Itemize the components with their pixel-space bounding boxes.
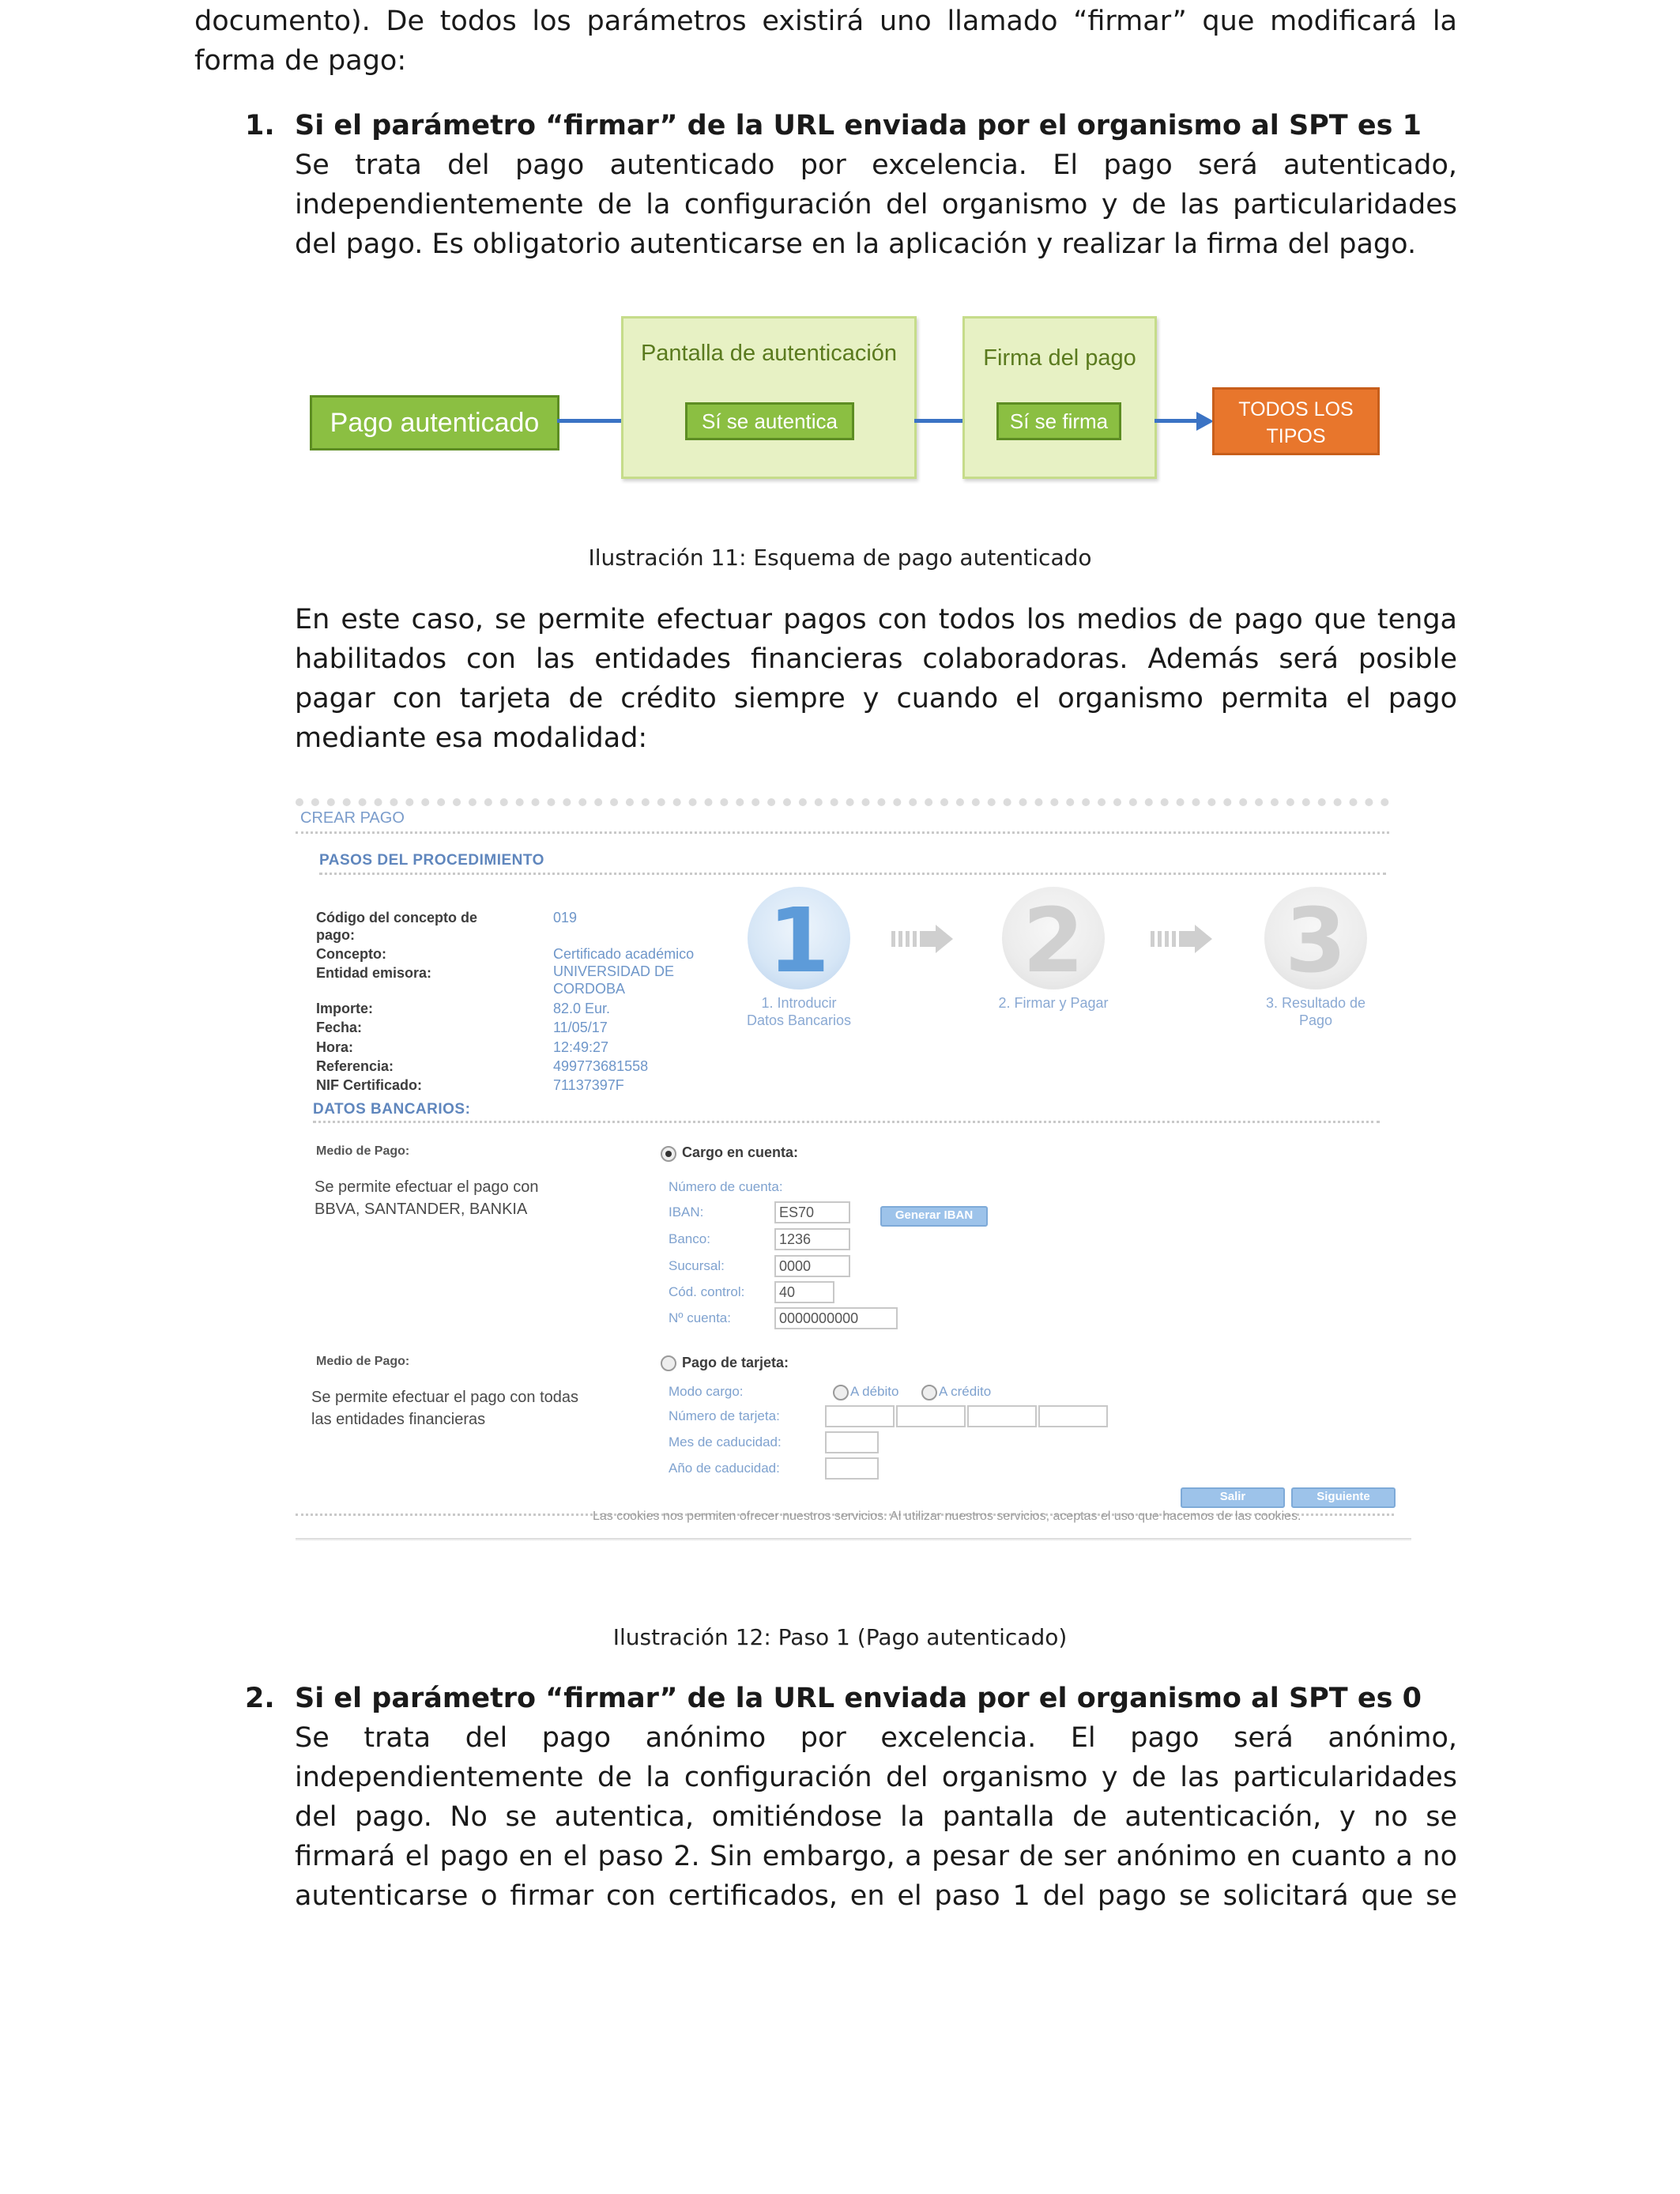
autenticacion-panel	[621, 316, 917, 479]
todos-line-1: TODOS LOS TIPOS	[1238, 398, 1354, 447]
crear-pago-screenshot	[296, 798, 1424, 1545]
field-value-6: 11/05/17	[553, 1020, 608, 1035]
field-value-8: 499773681558	[553, 1058, 649, 1074]
firma-panel	[962, 316, 1157, 479]
step-1-circle	[748, 887, 850, 993]
intro-paragraph	[194, 2, 1457, 81]
intro-line-1: documento). De todos los parámetros existirá uno llamado “firmar” que modificará la	[194, 6, 1457, 37]
step-3-label	[1237, 994, 1395, 1029]
section2-paragraph	[295, 1718, 1457, 1916]
section1-paragraph	[295, 145, 1457, 264]
field-value-9: 71137397F	[553, 1077, 624, 1093]
modo-cargo-label: Modo cargo:	[669, 1384, 744, 1399]
anio-caducidad-input[interactable]	[825, 1457, 879, 1480]
todos-line-2: DE PAGO	[1251, 452, 1341, 474]
step-3-number: 3	[1285, 890, 1347, 993]
field-label-1: pago:	[316, 927, 355, 943]
numero-tarjeta-label: Número de tarjeta:	[669, 1408, 780, 1423]
crear-pago-title: CREAR PAGO	[300, 809, 405, 827]
step-3-label-line-2: Pago	[1298, 1012, 1333, 1028]
case-line-4: mediante esa modalidad:	[295, 722, 648, 754]
permite-line-2a: Se permite efectuar el pago con todas	[311, 1389, 578, 1406]
tarjeta-input-3[interactable]	[967, 1405, 1037, 1427]
divider-1	[296, 831, 1389, 834]
section2-line-1: Se trata del pago anónimo por excelencia. El pago será anónimo,	[295, 1722, 1457, 1754]
section2-line-2: independientemente de la configuración del organismo y de las particularidades	[295, 1762, 1457, 1793]
section1-heading: Si el parámetro “firmar” de la URL enviada por el organismo al SPT es 1	[295, 110, 1422, 141]
numero-cuenta-label: Número de cuenta:	[669, 1179, 783, 1194]
field-label-9: NIF Certificado:	[316, 1077, 423, 1093]
section2-heading: Si el parámetro “firmar” de la URL enviada por el organismo al SPT es 0	[295, 1683, 1422, 1714]
divider-2	[319, 873, 1386, 875]
step-2-label-line-1: 2. Firmar y Pagar	[998, 995, 1109, 1011]
cookies-notice: Las cookies nos permiten ofrecer nuestros servicios. Al utilizar nuestros servicios, aceptas el uso que hacemos de las cookies.	[593, 1510, 1301, 1523]
mes-caducidad-label: Mes de caducidad:	[669, 1434, 782, 1449]
field-label-6: Fecha:	[316, 1020, 363, 1035]
pago-autenticado-box: Pago autenticado	[310, 395, 559, 450]
field-value-5: 82.0 Eur.	[553, 1001, 611, 1016]
section1-line-1: Se trata del pago autenticado por excelencia. El pago será autenticado,	[295, 149, 1457, 181]
caption-12: Ilustración 12: Paso 1 (Pago autenticado)	[612, 1624, 1068, 1650]
cargo-cuenta-radio[interactable]	[661, 1146, 676, 1162]
pago-tarjeta-radio[interactable]	[661, 1355, 676, 1371]
banco-label: Banco:	[669, 1231, 710, 1246]
siguiente-button[interactable]: Siguiente	[1291, 1487, 1396, 1508]
medio-pago-label-1: Medio de Pago:	[316, 1144, 410, 1158]
tarjeta-input-1[interactable]	[825, 1405, 895, 1427]
field-value-2: Certificado académico	[553, 946, 695, 962]
step-2-number: 2	[1023, 890, 1084, 993]
medio-pago-label-2: Medio de Pago:	[316, 1355, 410, 1368]
pago-tarjeta-label: Pago de tarjeta:	[682, 1355, 789, 1370]
section1-line-3: del pago. Es obligatorio autenticarse en la aplicación y realizar la firma del pago.	[295, 228, 1417, 260]
datos-bancarios-heading: DATOS BANCARIOS:	[313, 1101, 471, 1118]
si-se-autentica-box: Sí se autentica	[685, 402, 854, 440]
tarjeta-input-2[interactable]	[896, 1405, 966, 1427]
case-line-3: pagar con tarjeta de crédito siempre y cuando el organismo permita el pago	[295, 683, 1457, 714]
arrow-3	[1155, 419, 1199, 423]
bottom-shadow	[296, 1538, 1411, 1541]
generar-iban-btn[interactable]: Generar IBAN	[880, 1206, 988, 1227]
permite-line-1a: Se permite efectuar el pago con	[315, 1178, 539, 1196]
step-1-label	[720, 994, 878, 1029]
step-1-number: 1	[768, 890, 830, 993]
firma-title: Firma del pago	[983, 345, 1136, 371]
tarjeta-input-4[interactable]	[1038, 1405, 1108, 1427]
field-value-0: 019	[553, 910, 578, 925]
chevron-right-icon-2	[1151, 923, 1214, 955]
section2-number: 2.	[245, 1683, 275, 1714]
arrow-3-head	[1196, 412, 1214, 431]
credito-label: A crédito	[939, 1384, 992, 1399]
step-3-label-line-1: 3. Resultado de	[1265, 995, 1366, 1011]
field-label-8: Referencia:	[316, 1058, 394, 1074]
iban-label: IBAN:	[669, 1204, 704, 1220]
mes-caducidad-input[interactable]	[825, 1431, 879, 1453]
banco-input[interactable]: 1236	[774, 1228, 850, 1250]
control-input[interactable]: 40	[774, 1281, 834, 1303]
iban-input[interactable]: ES70	[774, 1201, 850, 1223]
field-label-3: Entidad emisora:	[316, 965, 432, 981]
payment-flow-diagram	[300, 308, 1438, 490]
anio-caducidad-label: Año de caducidad:	[669, 1461, 780, 1476]
ncuenta-input[interactable]: 0000000000	[774, 1307, 898, 1329]
top-dotted-bar	[296, 798, 1389, 806]
field-label-2: Concepto:	[316, 946, 386, 962]
pasos-heading: PASOS DEL PROCEDIMIENTO	[319, 852, 544, 869]
sucursal-label: Sucursal:	[669, 1258, 725, 1273]
step-1-label-line-2: Datos Bancarios	[746, 1012, 852, 1028]
debito-radio[interactable]	[833, 1385, 849, 1400]
permite-line-2b: las entidades financieras	[311, 1411, 486, 1428]
case-paragraph	[295, 600, 1457, 758]
debito-label: A débito	[850, 1384, 899, 1399]
field-label-7: Hora:	[316, 1039, 354, 1055]
field-value-4: CORDOBA	[553, 981, 626, 997]
section2-line-4: firmará el pago en el paso 2. Sin embargo, a pesar de ser anónimo en cuanto a no	[295, 1841, 1457, 1872]
step-2-label	[974, 994, 1132, 1012]
caption-11: Ilustración 11: Esquema de pago autenticado	[588, 545, 1092, 571]
todos-los-tipos-box	[1212, 387, 1380, 474]
field-label-0: Código del concepto de	[316, 910, 478, 925]
step-2-circle	[1002, 887, 1105, 993]
section1-number: 1.	[245, 110, 275, 141]
chevron-right-icon	[891, 923, 955, 955]
autenticacion-title: Pantalla de autenticación	[640, 341, 898, 366]
ncuenta-label: Nº cuenta:	[669, 1310, 731, 1325]
case-line-1: En este caso, se permite efectuar pagos con todos los medios de pago que tenga	[295, 604, 1457, 635]
permite-line-1b: BBVA, SANTANDER, BANKIA	[315, 1201, 528, 1218]
field-value-7: 12:49:27	[553, 1039, 609, 1055]
cargo-cuenta-label: Cargo en cuenta:	[682, 1144, 799, 1160]
divider-3	[313, 1121, 1380, 1123]
step-3-circle	[1264, 887, 1367, 993]
section2-line-5: autenticarse o firmar con certificados, en el paso 1 del pago se solicitará que se	[295, 1880, 1457, 1912]
sucursal-input[interactable]: 0000	[774, 1255, 850, 1277]
field-value-3: UNIVERSIDAD DE	[553, 963, 675, 979]
intro-line-2: forma de pago:	[194, 45, 407, 77]
credito-radio[interactable]	[921, 1385, 937, 1400]
control-label: Cód. control:	[669, 1284, 745, 1299]
step-1-label-line-1: 1. Introducir	[761, 995, 837, 1011]
section2-line-3: del pago. No se autentica, omitiéndose la pantalla de autenticación, y no se	[295, 1801, 1457, 1833]
case-line-2: habilitados con las entidades financieras colaboradoras. Además será posible	[295, 643, 1457, 675]
salir-button[interactable]: Salir	[1181, 1487, 1285, 1508]
field-label-5: Importe:	[316, 1001, 373, 1016]
si-se-firma-box: Sí se firma	[996, 402, 1121, 440]
section1-line-2: independientemente de la configuración del organismo y de las particularidades	[295, 189, 1457, 221]
